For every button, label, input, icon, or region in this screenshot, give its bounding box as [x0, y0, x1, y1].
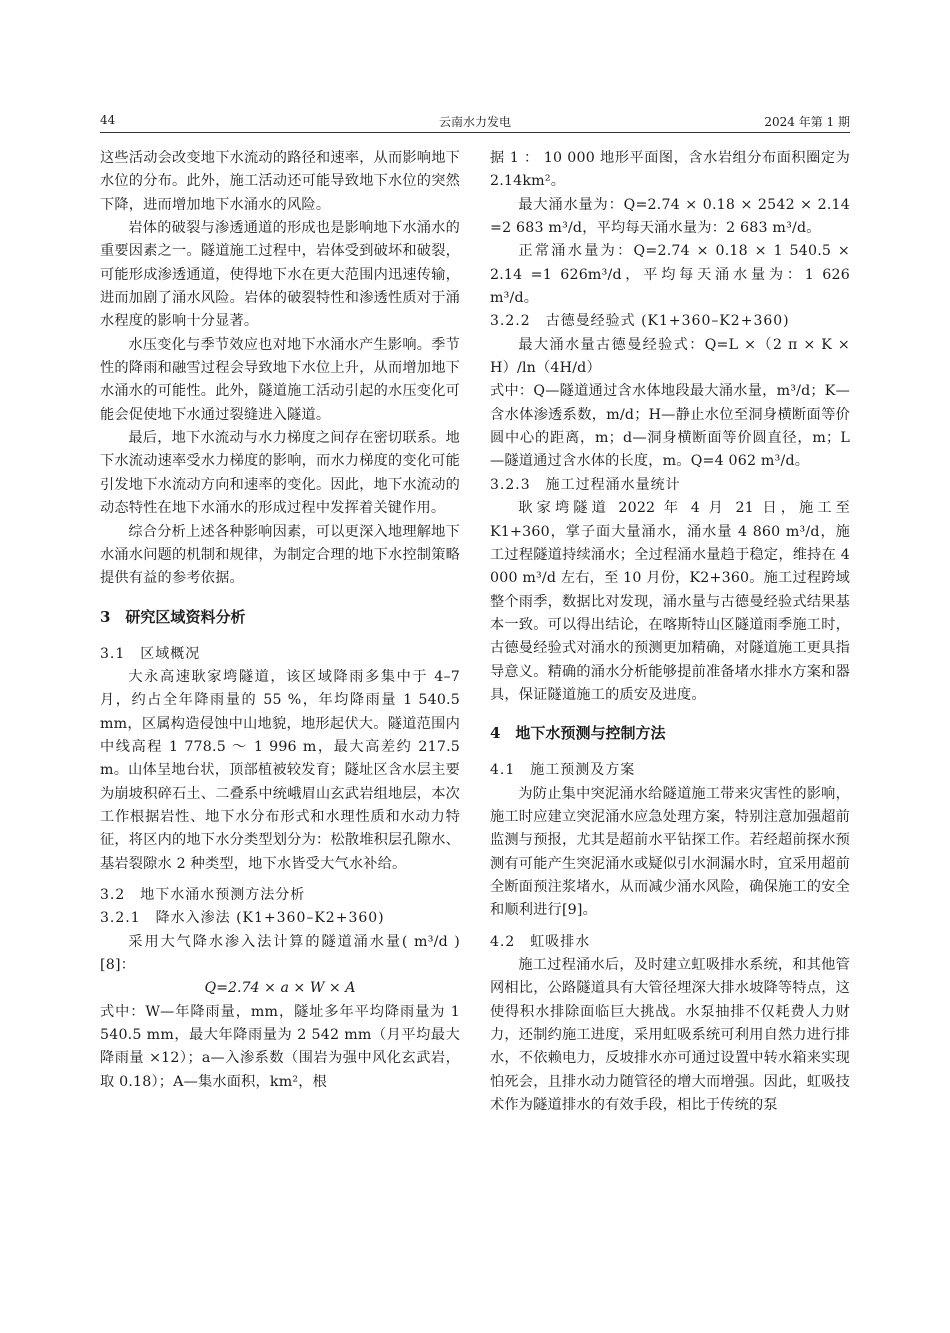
section-heading-4: 4 地下水预测与控制方法 — [490, 724, 666, 743]
issue-label: 2024 年第 1 期 — [764, 115, 850, 129]
subsection-heading-3-2: 3.2 地下水涌水预测方法分析 — [100, 886, 306, 903]
subsection-heading-3-2-2: 3.2.2 古德曼经验式 (K1+360–K2+360) — [490, 313, 790, 330]
journal-title: 云南水力发电 — [438, 115, 511, 129]
subsection-heading-3-2-1: 3.2.1 降水入渗法 (K1+360–K2+360) — [100, 910, 385, 927]
subsection-heading-4-1: 4.1 施工预测及方案 — [490, 762, 636, 779]
paragraph: 施工过程涌水后，及时建立虹吸排水系统，和其他管网相比，公路隧道具有大管径埋深大排水坡降等特点，这使得积水排除面临巨大挑战。水泵抽排不仅耗费人力财力，还制约施工进度，采用虹吸系统可利用自然力进行排水，不依赖电力，反坡排水亦可通过设置中转水箱来实现怕死会，且排水动力随管径的增大而增强。因此，虹吸技术作为隧道排水的有效手段，相比于传统的泵 — [490, 957, 850, 1114]
paragraph: 岩体的破裂与渗透通道的形成也是影响地下水涌水的重要因素之一。隧道施工过程中，岩体受到破坏和破裂，可能形成渗透通道，使得地下水在更大范围内迅速传输，进而加剧了涌水风险。岩体的破裂特性和渗透性质对于涌水程度的影响十分显著。 — [100, 220, 460, 330]
right-column — [490, 147, 850, 1117]
paragraph: 最大涌水量古德曼经验式：Q=L ×（2 π × K × H）/ln（4H/d） — [490, 336, 850, 377]
paragraph: 式中：Q—隧道通过含水体地段最大涌水量，m³/d；K—含水体渗透系数，m/d；H—静止水位至洞身横断面等价圆中心的距离，m；d—洞身横断面等价圆直径，m；L—隧道通过含水体的长度，m。Q=4 062 m³/d。 — [490, 383, 850, 470]
paragraph: 正常涌水量为：Q=2.74 × 0.18 × 1 540.5 × 2.14 =1 626m³/d，平均每天涌水量为：1 626 m³/d。 — [490, 243, 850, 307]
subsection-heading-3-1: 3.1 区域概况 — [100, 645, 201, 662]
subsection-heading-3-2-3: 3.2.3 施工过程涌水量统计 — [490, 476, 681, 493]
section-heading-3: 3 研究区域资料分析 — [100, 607, 246, 626]
paragraph: 采用大气降水渗入法计算的隧道涌水量( m³/d )[8]： — [100, 933, 460, 973]
left-column — [100, 147, 460, 1094]
paragraph: 水压变化与季节效应也对地下水涌水产生影响。季节性的降雨和融雪过程会导致地下水位上升，从而增加地下水涌水的可能性。此外，隧道施工活动引起的水压变化可能会促使地下水通过裂缝进入隧道。 — [100, 336, 460, 423]
paragraph: 最大涌水量为：Q=2.74 × 0.18 × 2542 × 2.14 =2 683 m³/d，平均每天涌水量为：2 683 m³/d。 — [490, 196, 850, 237]
page-header — [100, 110, 850, 133]
paragraph: 这些活动会改变地下水流动的路径和速率，从而影响地下水位的分布。此外，施工活动还可能导致地下水位的突然下降，进而增加地下水涌水的风险。 — [100, 150, 460, 213]
paragraph: 大永高速耿家塆隧道，该区域降雨多集中于 4–7 月，约占全年降雨量的 55 %，年均降雨量 1 540.5 mm，区属构造侵蚀中山地貌，地形起伏大。隧道范围内中线高程 1 778.5 ～ 1 996 m，最大高差约 217.5 m。山体呈地台状，顶部植被较发育；隧址区含水层主要为崩坡积碎石土、二叠系中统峨眉山玄武岩组地层，本次工作根据岩性、地下水分布形式和水理性质和水动力特征，将区内的地下水分类型划分为：松散堆积层孔隙水、基岩裂隙水 2 种类型，地下水皆受大气水补给。 — [100, 668, 460, 872]
formula: Q=2.74 × a × W × A — [204, 980, 356, 997]
paragraph: 耿家塆隧道 2022 年 4 月 21 日，施工至 K1+360，掌子面大量涌水，涌水量 4 860 m³/d，施工过程隧道持续涌水；全过程涌水量趋于稳定，维持在 4 000 m³/d 左右，至 10 月份，K2+360。施工过程跨域整个雨季，数据比对发现，涌水量与古德曼经验式结果基本一致。可以得出结论，在喀斯特山区隧道雨季施工时，古德曼经验式对涌水的预测更加精确，对隧道施工更具指导意义。精确的涌水分析能够提前准备堵水排水方案和器具，保证隧道施工的质安及进度。 — [490, 500, 850, 703]
paragraph: 综合分析上述各种影响因素，可以更深入地理解地下水涌水问题的机制和规律，为制定合理的地下水控制策略提供有益的参考依据。 — [100, 523, 460, 587]
paragraph: 据 1 ： 10 000 地形平面图，含水岩组分布面积圈定为 2.14km²。 — [490, 150, 850, 190]
paragraph: 最后，地下水流动与水力梯度之间存在密切联系。地下水流动速率受水力梯度的影响，而水力梯度的变化可能引发地下水流动方向和速率的变化。因此，地下水流动的动态特性在地下水涌水的形成过程中发挥着关键作用。 — [100, 430, 460, 517]
paragraph: 为防止集中突泥涌水给隧道施工带来灾害性的影响，施工时应建立突泥涌水应急处理方案，特别注意加强超前监测与预报，尤其是超前水平钻探工作。若经超前探水预测有可能产生突泥涌水或疑似引水洞漏水时，宜采用超前全断面预注浆堵水，从而减少涌水风险，确保施工的安全和顺利进行[9]。 — [490, 785, 850, 919]
subsection-heading-4-2: 4.2 虹吸排水 — [490, 933, 591, 950]
paragraph: 式中：W—年降雨量，mm，隧址多年平均降雨量为 1 540.5 mm，最大年降雨量为 2 542 mm（月平均最大降雨量 ×12）；a—入渗系数（围岩为强中风化玄武岩，取 0.18）；A—集水面积，km²，根 — [100, 1003, 460, 1090]
page-number: 44 — [100, 113, 116, 127]
